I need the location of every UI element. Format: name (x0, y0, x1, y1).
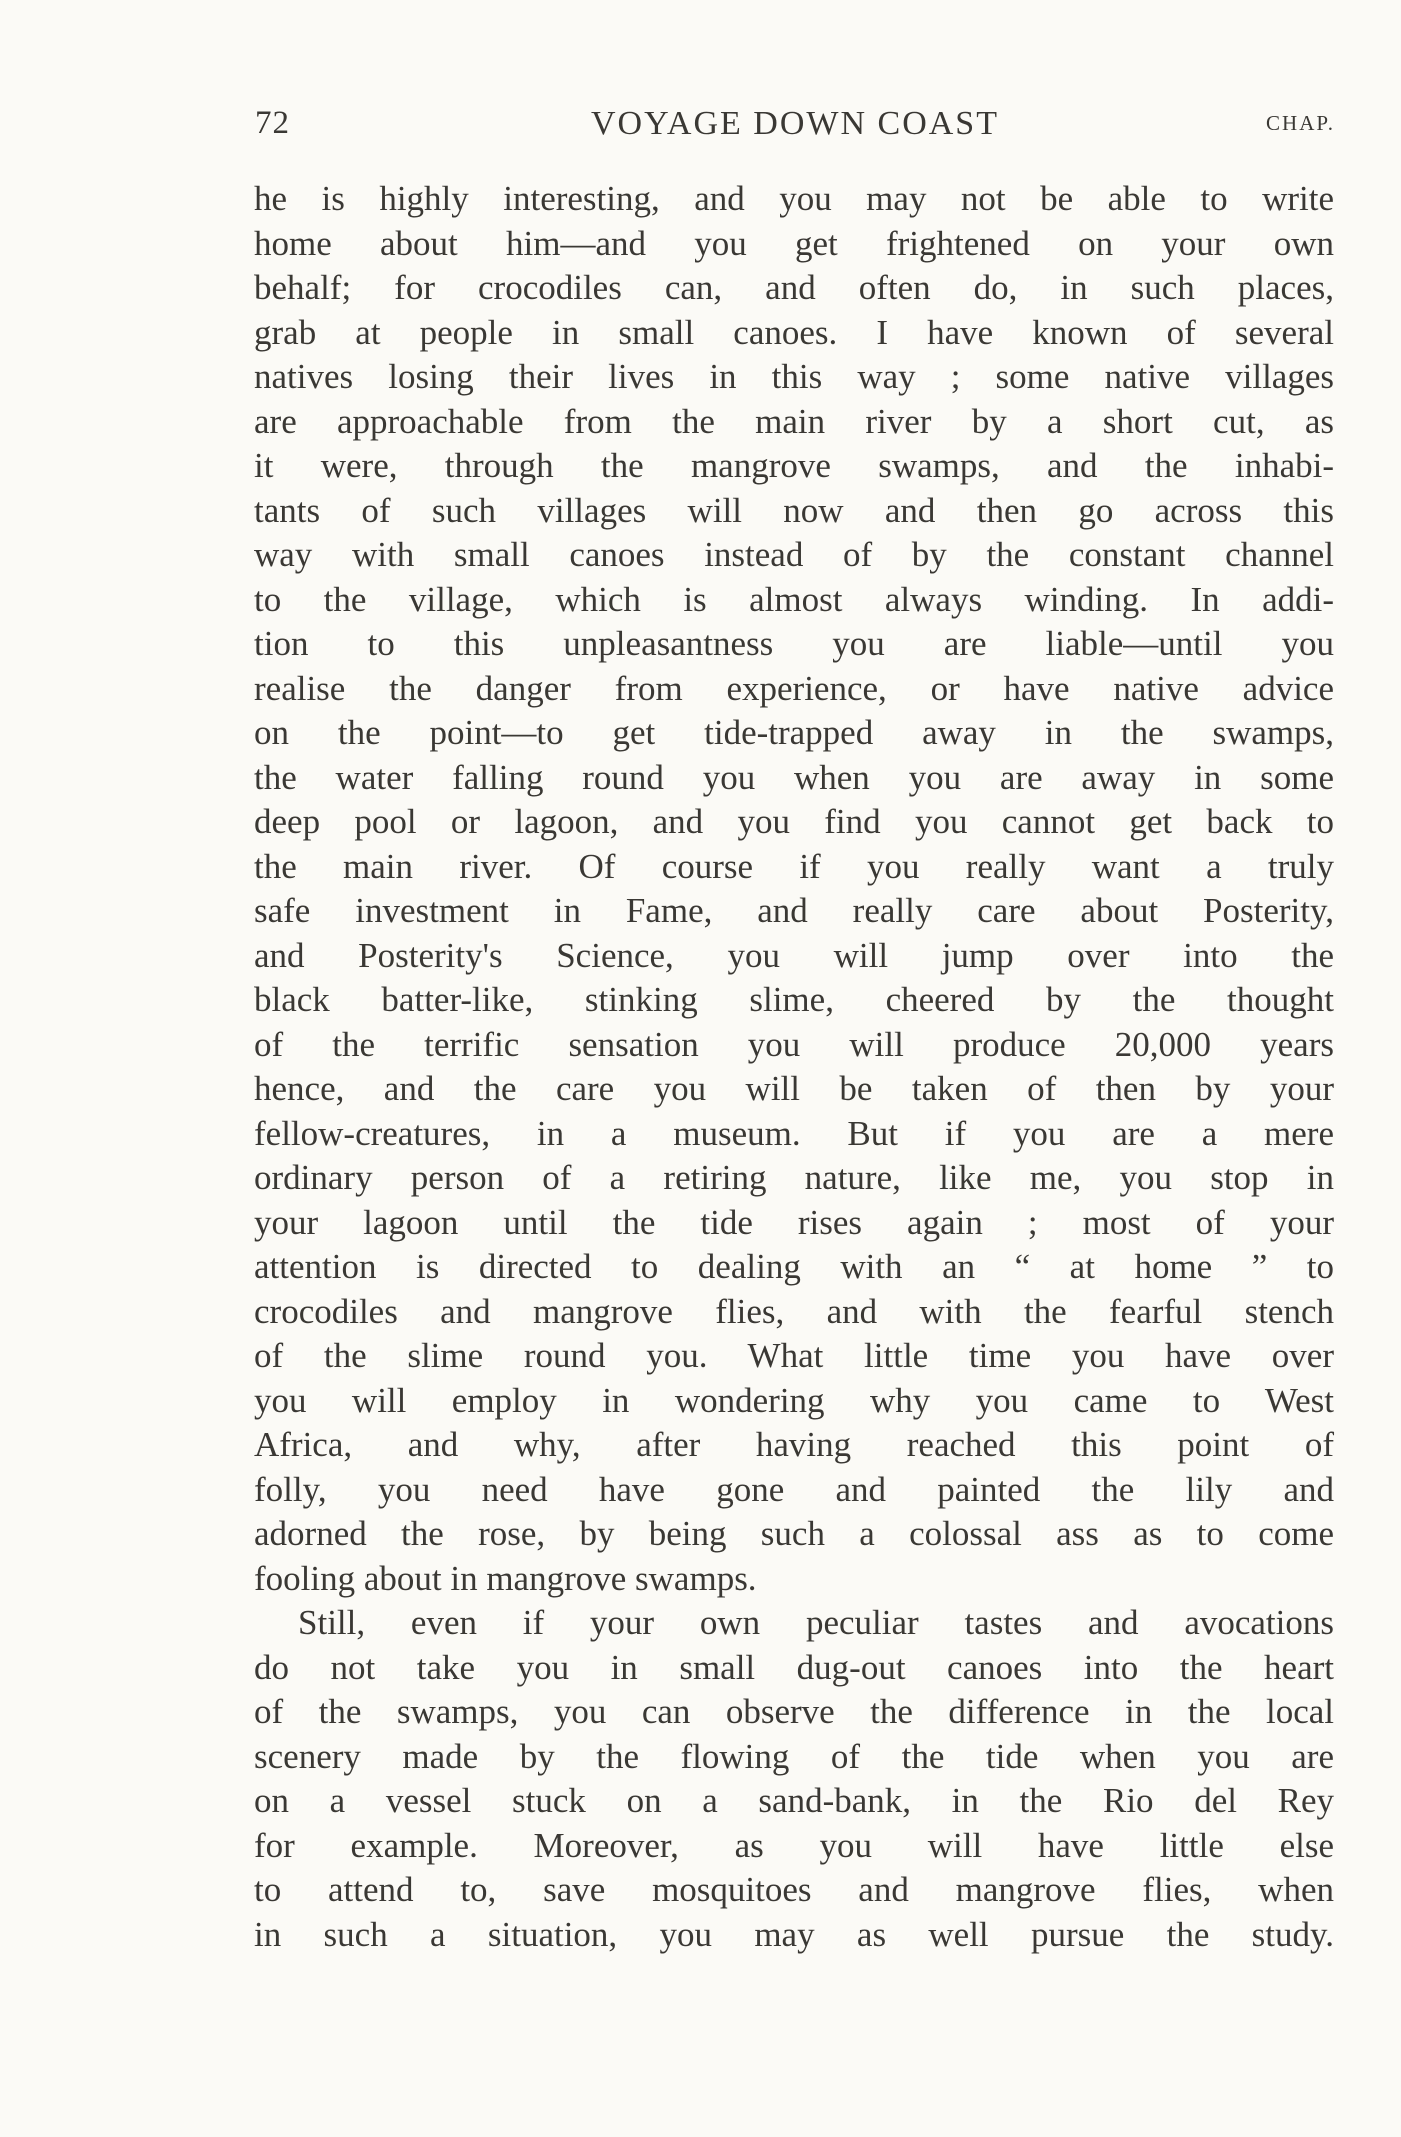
text-line: he is highly interesting, and you may not be able to write (254, 179, 1334, 218)
text-line: realise the danger from experience, or have native advice (254, 668, 1334, 708)
text-line: on the point—to get tide-trapped away in the swamps, (254, 713, 1334, 752)
text-line: attention is directed to dealing with an “ at home ” to (254, 1247, 1334, 1286)
text-line: tion to this unpleasantness you are liable—until you (254, 624, 1334, 663)
text-line: ordinary person of a retiring nature, like me, you stop in (254, 1158, 1334, 1197)
text-line: fellow-creatures, in a museum. But if you are a mere (254, 1113, 1334, 1153)
text-line: to the village, which is almost always winding. In addi- (254, 579, 1334, 619)
text-line: the water falling round you when you are away in some (254, 757, 1334, 797)
text-line: are approachable from the main river by a short cut, as (254, 401, 1334, 441)
text-line: natives losing their lives in this way ; some native villages (254, 357, 1334, 396)
text-line: do not take you in small dug-out canoes into the heart (254, 1647, 1334, 1687)
text-line: the main river. Of course if you really want a truly (254, 846, 1334, 886)
text-line: your lagoon until the tide rises again ; most of your (254, 1202, 1334, 1242)
text-line: on a vessel stuck on a sand-bank, in the Rio del Rey (254, 1781, 1334, 1820)
text-line: black batter-like, stinking slime, cheered by the thought (254, 980, 1334, 1019)
text-line: folly, you need have gone and painted the lily and (254, 1469, 1334, 1509)
text-line: adorned the rose, by being such a colossal ass as to come (254, 1514, 1334, 1553)
text-line: safe investment in Fame, and really care about Posterity, (254, 891, 1334, 930)
text-line: behalf; for crocodiles can, and often do, in such places, (254, 268, 1334, 307)
text-line: of the slime round you. What little time you have over (254, 1336, 1334, 1375)
text-line: for example. Moreover, as you will have little else (254, 1825, 1334, 1865)
text-line: scenery made by the flowing of the tide when you are (254, 1736, 1334, 1776)
page-number: 72 (255, 105, 290, 141)
text-line: grab at people in small canoes. I have known of several (254, 312, 1334, 352)
text-line: Africa, and why, after having reached this point of (254, 1425, 1334, 1464)
body-text (254, 177, 1334, 1957)
text-line: in such a situation, you may as well pursue the study. (254, 1914, 1334, 1954)
text-line: tants of such villages will now and then go across this (254, 490, 1334, 530)
running-head (255, 105, 1335, 155)
text-line: you will employ in wondering why you came to West (254, 1380, 1334, 1420)
running-title: VOYAGE DOWN COAST (591, 105, 999, 142)
text-line: home about him—and you get frightened on your own (254, 223, 1334, 263)
text-line: of the terrific sensation you will produce 20,000 years (254, 1024, 1334, 1064)
text-line: deep pool or lagoon, and you find you cannot get back to (254, 802, 1334, 841)
text-line: way with small canoes instead of by the constant channel (254, 535, 1334, 574)
text-line: to attend to, save mosquitoes and mangrove flies, when (254, 1870, 1334, 1909)
text-line: crocodiles and mangrove flies, and with the fearful stench (254, 1291, 1334, 1331)
chapter-label: CHAP. (1266, 111, 1335, 135)
text-line: of the swamps, you can observe the difference in the local (254, 1692, 1334, 1731)
paragraph-start-line: Still, even if your own peculiar tastes and avocations (298, 1603, 1334, 1642)
paragraph-end-line: fooling about in mangrove swamps. (254, 1558, 757, 1598)
text-line: it were, through the mangrove swamps, and the inhabi- (254, 446, 1334, 485)
text-line: and Posterity's Science, you will jump over into the (254, 935, 1334, 975)
text-line: hence, and the care you will be taken of then by your (254, 1069, 1334, 1108)
